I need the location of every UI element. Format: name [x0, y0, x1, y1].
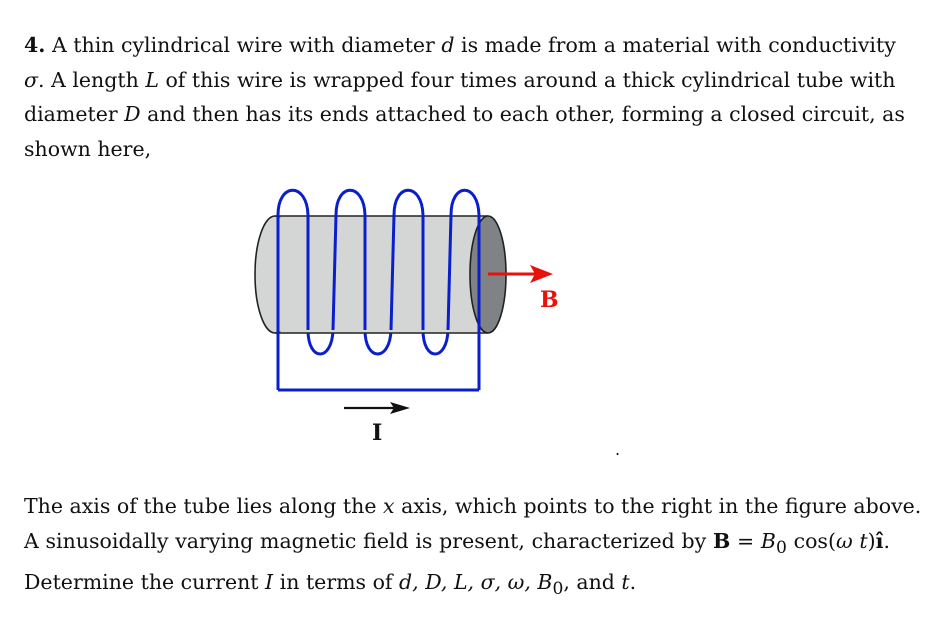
text-span: . [629, 570, 637, 595]
text-span: The axis of the tube lies along the [24, 494, 383, 518]
unit-vector-i: î [875, 528, 884, 553]
text-span: cos( [786, 528, 836, 553]
current-label: I [372, 420, 383, 446]
text-span: . [883, 528, 890, 553]
var-x: x [382, 494, 395, 518]
var-d: d [441, 33, 455, 57]
text-span: ) [867, 528, 876, 553]
followup-paragraph [24, 489, 922, 607]
var-L: L [145, 67, 159, 92]
var-D: D [124, 102, 141, 126]
var-I: I [265, 570, 274, 595]
followup-line-3 [24, 565, 890, 607]
followup-line-2 [24, 524, 890, 566]
followup-line-1 [24, 489, 922, 524]
text-span: , and [563, 570, 622, 595]
var-B-vector: B [712, 528, 731, 553]
var-list: d, D, L, σ, ω, B [399, 570, 553, 595]
text-span: = [730, 528, 761, 553]
text-span: A sinusoidally varying magnetic field is present, characterized by [24, 528, 713, 553]
subscript: 0 [776, 537, 787, 558]
text-span: and then has its ends attached to each other, forming a closed circuit, as [140, 102, 905, 126]
stray-dot: . [615, 440, 621, 459]
text-span: . A length [38, 67, 146, 92]
text-span: diameter [24, 102, 125, 126]
text-span: is made from a material with conductivity [454, 33, 896, 57]
var-sigma: σ [24, 67, 38, 92]
subscript: 0 [552, 579, 564, 600]
text-span: in terms of [273, 570, 400, 595]
text-span: A thin cylindrical wire with diameter [51, 33, 442, 57]
var-omega: ω [835, 528, 853, 553]
problem-line-4: shown here, [24, 136, 152, 161]
field-label: B [540, 287, 559, 313]
current-arrow [344, 402, 410, 414]
var-t: t [859, 528, 868, 553]
text-span: Determine the current [24, 570, 266, 595]
var-t: t [621, 570, 630, 595]
var-B0: B [760, 528, 776, 553]
text-span: of this wire is wrapped four times around a thick cylindrical tube with [158, 67, 896, 92]
text-span: axis, which points to the right in the figure above. [394, 494, 922, 518]
problem-number: 4. [24, 33, 46, 57]
